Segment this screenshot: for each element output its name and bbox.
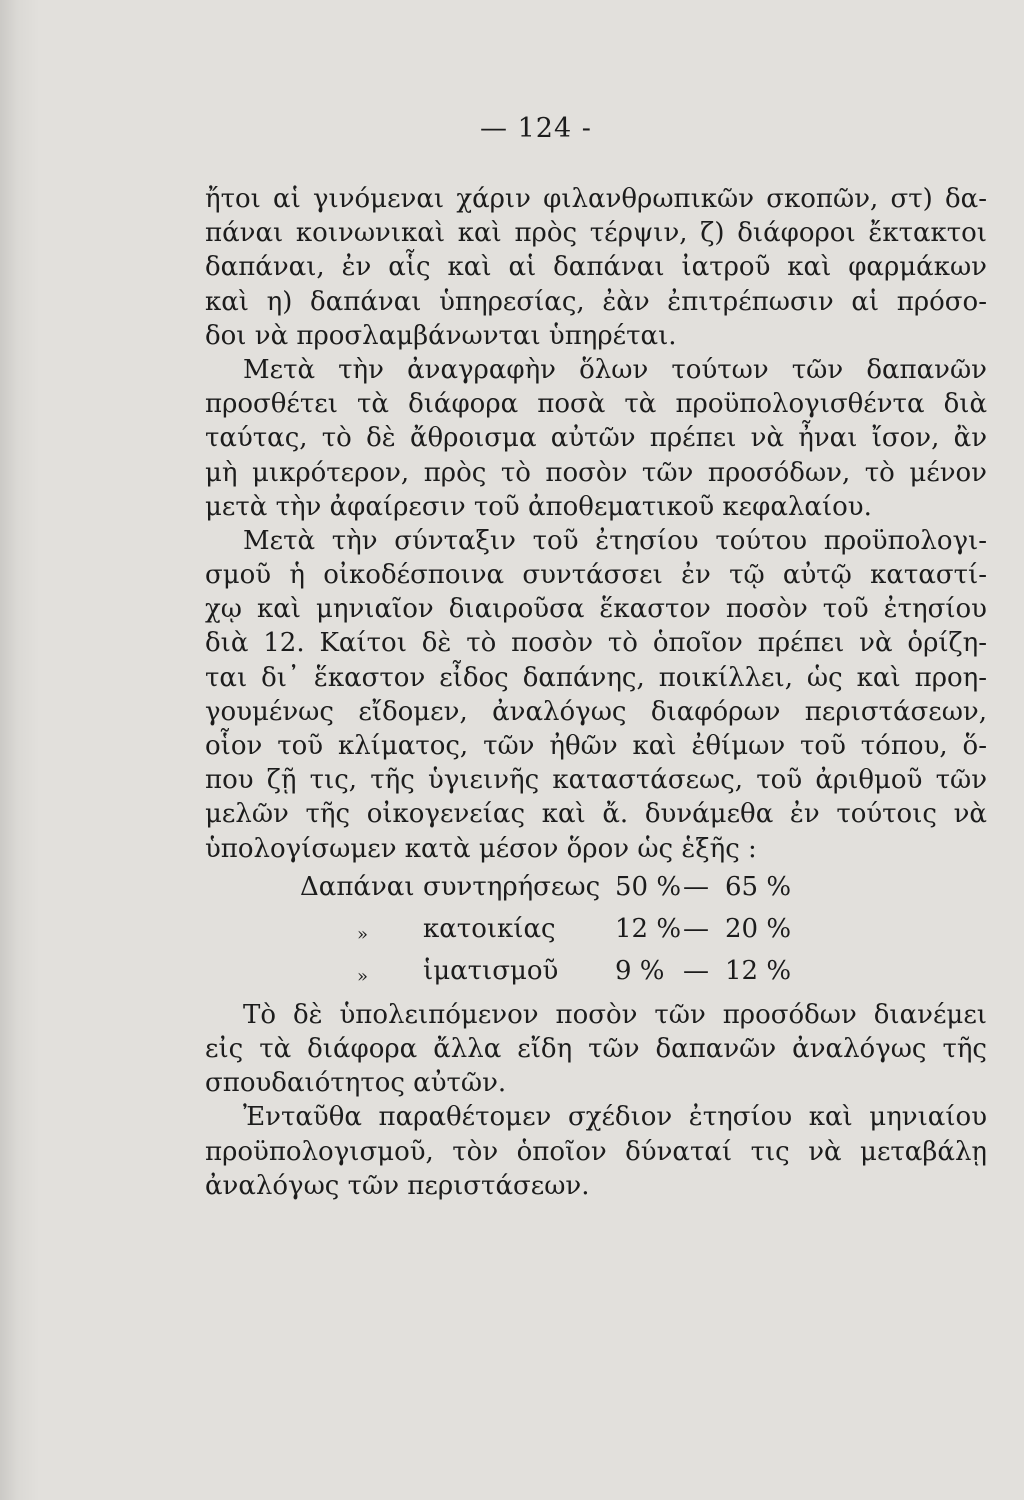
text-lines-before-table <box>205 182 987 866</box>
expense-percentage-table <box>205 870 987 998</box>
text-line: γουμένως εἴδομεν, ἀναλόγως διαφόρων περιστάσεων, <box>205 696 987 727</box>
percent-min: 9 % <box>615 955 665 986</box>
text-line: προσθέτει τὰ διάφορα ποσὰ τὰ προϋπολογισθέντα διὰ <box>205 389 987 420</box>
table-row <box>205 870 987 912</box>
text-line: Μετὰ τὴν ἀναγραφὴν ὅλων τούτων τῶν δαπανῶν <box>243 354 987 385</box>
text-line: οἷον τοῦ κλίματος, τῶν ἠθῶν καὶ ἐθίμων τοῦ τόπου, ὅ- <box>205 731 987 761</box>
text-line: Τὸ δὲ ὑπολειπόμενον ποσὸν τῶν προσόδων διανέμει <box>243 999 987 1030</box>
percent-max: 20 % <box>725 913 792 944</box>
text-line: ται δι᾽ ἕκαστον εἶδος δαπάνης, ποικίλλει, ὡς καὶ προη- <box>205 662 987 693</box>
text-line: διὰ 12. Καίτοι δὲ τὸ ποσὸν τὸ ὁποῖον πρέπει νὰ ὁρίζη- <box>205 628 987 659</box>
percent-max: 12 % <box>725 955 792 986</box>
percent-max: 65 % <box>725 871 792 902</box>
text-line: προϋπολογισμοῦ, τὸν ὁποῖον δύναταί τις νὰ μεταβάλῃ <box>205 1136 987 1167</box>
row-label: Δαπάναι <box>300 871 415 902</box>
text-line: ταύτας, τὸ δὲ ἄθροισμα αὐτῶν πρέπει νὰ ἦναι ἴσον, ἂν <box>205 423 987 454</box>
text-line: σμοῦ ἡ οἰκοδέσποινα συντάσσει ἐν τῷ αὐτῷ καταστί- <box>205 560 987 591</box>
text-line: σπουδαιότητος αὐτῶν. <box>205 1068 507 1099</box>
table-row <box>205 954 987 996</box>
ditto-mark: » <box>357 923 369 945</box>
row-category: ἱματισμοῦ <box>423 955 559 986</box>
text-line: ἀναλόγως τῶν περιστάσεων. <box>205 1170 590 1201</box>
text-line: Ἐνταῦθα παραθέτομεν σχέδιον ἐτησίου καὶ μηνιαίου <box>243 1102 987 1133</box>
text-line: ὑπολογίσωμεν κατὰ μέσον ὅρον ὡς ἑξῆς : <box>205 833 757 864</box>
text-line: μὴ μικρότερον, πρὸς τὸ ποσὸν τῶν προσόδων, τὸ μένον <box>205 457 987 488</box>
row-category: συντηρήσεως <box>423 871 601 902</box>
row-category: κατοικίας <box>423 913 556 944</box>
page-number: — 124 - <box>480 113 592 144</box>
text-line: που ζῇ τις, τῆς ὑγιεινῆς καταστάσεως, τοῦ ἀριθμοῦ τῶν <box>205 765 987 796</box>
text-line: χῳ καὶ μηνιαῖον διαιροῦσα ἕκαστον ποσὸν τοῦ ἐτησίου <box>205 594 987 625</box>
percent-min: 50 % <box>615 871 682 902</box>
text-line: μετὰ τὴν ἀφαίρεσιν τοῦ ἀποθεματικοῦ κεφαλαίου. <box>205 491 872 522</box>
table-row <box>205 912 987 954</box>
range-dash: — <box>683 871 709 902</box>
text-lines-after-table <box>205 998 987 1203</box>
text-line: μελῶν τῆς οἰκογενείας καὶ ἄ. δυνάμεθα ἐν τούτοις νὰ <box>205 799 987 830</box>
text-line: ἤτοι αἱ γινόμεναι χάριν φιλανθρωπικῶν σκοπῶν, στ) δα- <box>205 184 987 214</box>
body-text <box>205 182 987 1203</box>
text-line: καὶ η) δαπάναι ὑπηρεσίας, ἐὰν ἐπιτρέπωσιν αἱ πρόσο- <box>205 286 987 317</box>
text-line: Μετὰ τὴν σύνταξιν τοῦ ἐτησίου τούτου προϋπολογι- <box>243 525 987 556</box>
text-line: πάναι κοινωνικαὶ καὶ πρὸς τέρψιν, ζ) διάφοροι ἔκτακτοι <box>205 218 987 249</box>
ditto-mark: » <box>357 965 369 987</box>
percent-min: 12 % <box>615 913 682 944</box>
range-dash: — <box>683 955 709 986</box>
text-line: εἰς τὰ διάφορα ἄλλα εἴδη τῶν δαπανῶν ἀναλόγως τῆς <box>205 1033 987 1064</box>
text-line: δαπάναι, ἐν αἷς καὶ αἱ δαπάναι ἰατροῦ καὶ φαρμάκων <box>205 252 987 283</box>
text-line: δοι νὰ προσλαμβάνωνται ὑπηρέται. <box>205 320 677 351</box>
range-dash: — <box>683 913 709 944</box>
